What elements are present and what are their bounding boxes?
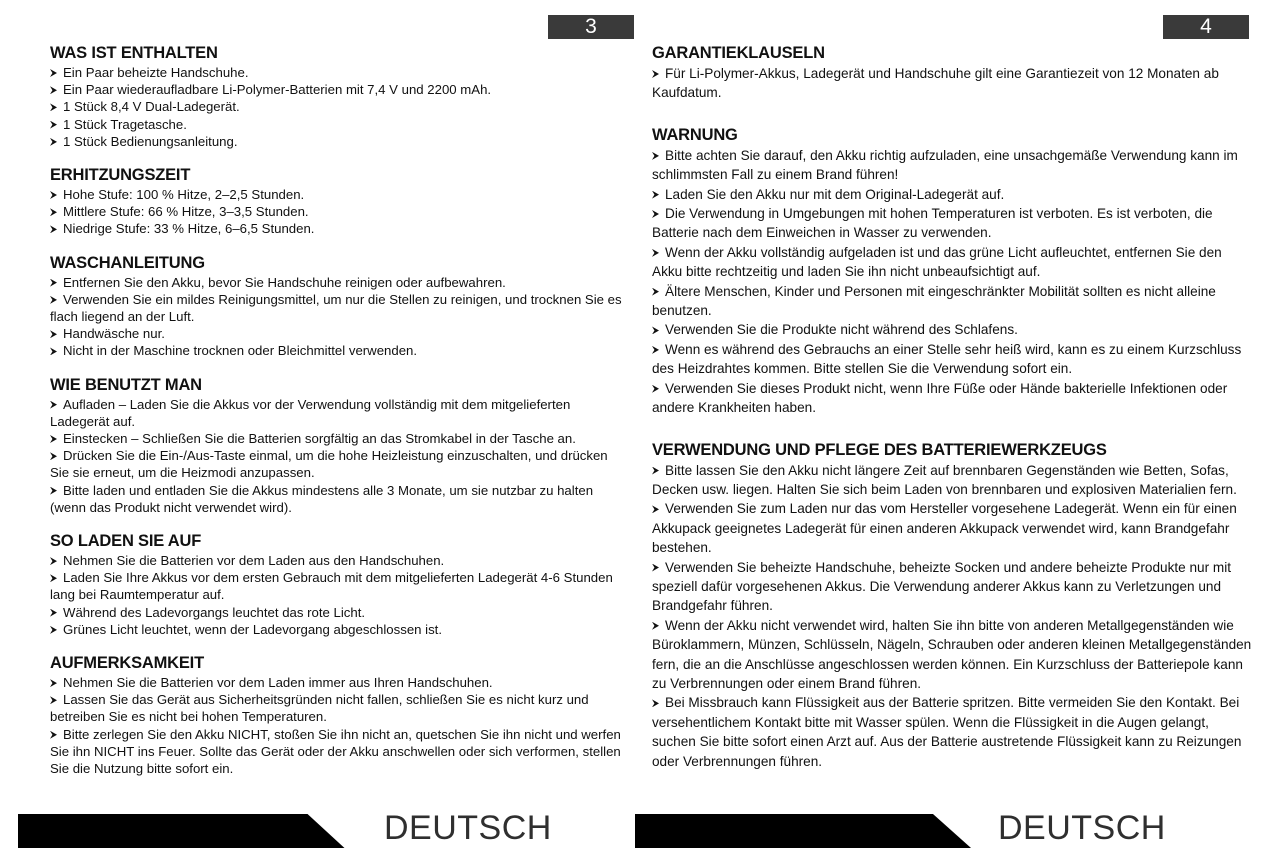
list-item — [50, 342, 628, 359]
item-text: Hohe Stufe: 100 % Hitze, 2–2,5 Stunden. — [63, 187, 305, 203]
list-item — [50, 726, 628, 778]
item-text: Bitte achten Sie darauf, den Akku richtig aufzuladen, eine unsachgemäße Verwendung kann im schlimmsten Fall zu einem Brand führen! — [652, 147, 1238, 183]
list-item — [652, 146, 1252, 185]
page-number: 3 — [548, 15, 634, 39]
list-item — [50, 552, 628, 569]
list-item — [50, 116, 628, 133]
item-text: 1 Stück Tragetasche. — [63, 116, 187, 132]
list-item — [652, 204, 1252, 243]
list-item — [50, 133, 628, 150]
section-heating-time — [50, 164, 628, 238]
item-text: Ein Paar wiederaufladbare Li-Polymer-Batterien mit 7,4 V und 2200 mAh. — [63, 82, 492, 98]
list-item — [652, 243, 1252, 282]
item-text: Verwenden Sie dieses Produkt nicht, wenn Ihre Füße oder Hände bakterielle Infektionen oder andere Krankheiten haben. — [652, 380, 1228, 416]
bullet-arrow-icon — [50, 86, 57, 94]
item-text: Entfernen Sie den Akku, bevor Sie Handschuhe reinigen oder aufbewahren. — [63, 274, 506, 290]
bullet-arrow-icon — [50, 679, 57, 687]
section-title: WASCHANLEITUNG — [50, 253, 205, 272]
list-item — [50, 274, 628, 291]
list-item — [50, 291, 628, 325]
section-title: WAS IST ENTHALTEN — [50, 44, 218, 62]
bullet-arrow-icon — [652, 249, 659, 257]
item-text: Niedrige Stufe: 33 % Hitze, 6–6,5 Stunden. — [63, 221, 315, 237]
item-text: Einstecken – Schließen Sie die Batterien sorgfältig an das Stromkabel in der Tasche an. — [63, 431, 576, 447]
list-item — [50, 186, 628, 203]
item-text: Aufladen – Laden Sie die Akkus vor der Verwendung vollständig mit dem mitgelieferten Ladegerät auf. — [50, 396, 571, 429]
bullet-arrow-icon — [652, 622, 659, 630]
item-text: Laden Sie Ihre Akkus vor dem ersten Gebrauch mit dem mitgelieferten Ladegerät 4-6 Stunden lang bei Raumtemperatur auf. — [50, 570, 613, 603]
item-text: Lassen Sie das Gerät aus Sicherheitsgründen nicht fallen, schließen Sie es nicht kurz und betreiben Sie es nicht bei hohen Temperaturen. — [50, 692, 589, 725]
list-item — [50, 482, 628, 516]
bullet-list — [50, 274, 628, 360]
bullet-arrow-icon — [50, 103, 57, 111]
list-item — [652, 340, 1252, 379]
item-text: Verwenden Sie ein mildes Reinigungsmittel, um nur die Stellen zu reinigen, und trocknen Sie es flach liegend an der Luft. — [50, 291, 622, 325]
item-text: Ältere Menschen, Kinder und Personen mit eingeschränkter Mobilität sollten es nicht alleine benutzen. — [652, 283, 1216, 319]
list-item — [652, 320, 1252, 339]
bullet-arrow-icon — [50, 121, 57, 129]
section-title: AUFMERKSAMKEIT — [50, 654, 204, 673]
list-item — [50, 81, 628, 98]
item-text: Für Li-Polymer-Akkus, Ladegerät und Handschuhe gilt eine Garantiezeit von 12 Monaten ab Kaufdatum. — [652, 66, 1219, 101]
list-item — [652, 461, 1252, 500]
item-text: Verwenden Sie die Produkte nicht während des Schlafens. — [665, 322, 1018, 338]
section-washing — [50, 252, 628, 360]
footer-language-label: DEUTSCH — [384, 809, 552, 847]
item-text: Grünes Licht leuchtet, wenn der Ladevorgang abgeschlossen ist. — [63, 621, 443, 637]
bullet-list — [652, 461, 1252, 772]
bullet-list — [652, 146, 1252, 418]
bullet-arrow-icon — [50, 609, 57, 617]
list-item — [652, 558, 1252, 616]
bullet-arrow-icon — [50, 208, 57, 216]
section-title: GARANTIEKLAUSELN — [652, 44, 825, 62]
bullet-arrow-icon — [652, 288, 659, 296]
list-item — [652, 499, 1252, 557]
item-text: 1 Stück Bedienungsanleitung. — [63, 133, 238, 149]
left-page-content — [50, 42, 628, 777]
section-title: WARNUNG — [652, 125, 738, 144]
list-item — [652, 282, 1252, 321]
bullet-arrow-icon — [652, 326, 659, 334]
bullet-arrow-icon — [652, 346, 659, 354]
item-text: Nehmen Sie die Batterien vor dem Laden aus den Handschuhen. — [63, 553, 445, 569]
item-text: Nehmen Sie die Batterien vor dem Laden immer aus Ihren Handschuhen. — [63, 675, 493, 691]
bullet-list — [50, 64, 628, 150]
bullet-arrow-icon — [50, 191, 57, 199]
item-text: Bitte lassen Sie den Akku nicht längere Zeit auf brennbaren Gegenständen wie Betten, Sofas, Decken usw. liegen. Halten Sie sich beim Laden von brennbaren und explosiven Materialien fern. — [652, 462, 1237, 497]
right-page — [635, 0, 1269, 862]
list-item — [652, 64, 1252, 103]
bullet-arrow-icon — [50, 435, 57, 443]
bullet-arrow-icon — [50, 401, 57, 409]
bullet-arrow-icon — [50, 696, 57, 704]
section-title: ERHITZUNGSZEIT — [50, 166, 191, 185]
bullet-arrow-icon — [50, 279, 57, 287]
right-page-content — [652, 42, 1252, 771]
section-warranty — [652, 42, 1252, 103]
section-title: WIE BENUTZT MAN — [50, 375, 202, 394]
section-title: SO LADEN SIE AUF — [50, 532, 202, 551]
list-item — [50, 396, 628, 430]
bullet-list — [50, 674, 628, 777]
list-item — [50, 64, 628, 81]
bullet-arrow-icon — [50, 487, 57, 495]
item-text: Bitte laden und entladen Sie die Akkus mindestens alle 3 Monate, um sie nutzbar zu halten (wenn das Produkt nicht verwendet wird). — [50, 482, 594, 515]
footer-bar — [635, 814, 1269, 848]
list-item — [50, 569, 628, 603]
bullet-arrow-icon — [50, 347, 57, 355]
bullet-arrow-icon — [50, 731, 57, 739]
bullet-arrow-icon — [652, 70, 659, 78]
list-item — [50, 447, 628, 481]
bullet-arrow-icon — [652, 152, 659, 160]
list-item — [50, 604, 628, 621]
bullet-arrow-icon — [50, 138, 57, 146]
item-text: Mittlere Stufe: 66 % Hitze, 3–3,5 Stunden. — [63, 204, 309, 220]
bullet-arrow-icon — [652, 191, 659, 199]
list-item — [50, 220, 628, 237]
item-text: Verwenden Sie beheizte Handschuhe, beheizte Socken und andere beheizte Produkte nur mit speziell dafür vorgesehenen Akkus. Die Verwendung anderer Akkus kann zu Verletzungen und Brandgefahr führen. — [652, 559, 1232, 614]
item-text: Drücken Sie die Ein-/Aus-Taste einmal, um die hohe Heizleistung einzuschalten, und drücken Sie sie erneut, um die Heizmodi anzupassen. — [50, 448, 608, 481]
section-how-to-use — [50, 374, 628, 516]
bullet-arrow-icon — [50, 330, 57, 338]
item-text: 1 Stück 8,4 V Dual-Ladegerät. — [63, 99, 240, 115]
bullet-arrow-icon — [50, 69, 57, 77]
list-item — [50, 98, 628, 115]
bullet-arrow-icon — [50, 452, 57, 460]
bullet-arrow-icon — [50, 626, 57, 634]
bullet-arrow-icon — [50, 225, 57, 233]
bullet-arrow-icon — [652, 385, 659, 393]
list-item — [50, 621, 628, 638]
section-title: VERWENDUNG UND PFLEGE DES BATTERIEWERKZEUGS — [652, 440, 1107, 459]
item-text: Verwenden Sie zum Laden nur das vom Hersteller vorgesehene Ladegerät. Wenn ein für einen Akkupack geeignetes Ladegerät für einen anderen Akkupack verwendet wird, kann Brandgefahr bestehen. — [652, 501, 1237, 556]
section-contents — [50, 42, 628, 150]
list-item — [50, 691, 628, 725]
item-text: Wenn der Akku nicht verwendet wird, halten Sie ihn bitte von anderen Metallgegenständen wie Büroklammern, Münzen, Schlüsseln, Nägeln, Schrauben oder anderen kleinen Metallgegenständen fern, die an die Anschlüsse angeschlossen werden können. Ein Kurzschluss der Batteriepole kann zu Verbrennungen oder einem Brand führen. — [652, 617, 1252, 691]
bullet-arrow-icon — [50, 574, 57, 582]
item-text: Handwäsche nur. — [63, 326, 165, 342]
item-text: Während des Ladevorgangs leuchtet das rote Licht. — [63, 604, 366, 620]
list-item — [652, 379, 1252, 418]
bullet-arrow-icon — [50, 296, 57, 304]
page-number: 4 — [1163, 15, 1249, 39]
section-attention — [50, 652, 628, 777]
bullet-arrow-icon — [652, 210, 659, 218]
bullet-arrow-icon — [652, 699, 659, 707]
bullet-arrow-icon — [652, 505, 659, 513]
item-text: Ein Paar beheizte Handschuhe. — [63, 65, 249, 80]
left-page — [0, 0, 634, 862]
list-item — [50, 325, 628, 342]
bullet-arrow-icon — [652, 564, 659, 572]
bullet-arrow-icon — [652, 467, 659, 475]
bullet-list — [50, 396, 628, 516]
item-text: Bitte zerlegen Sie den Akku NICHT, stoßen Sie ihn nicht an, quetschen Sie ihn nicht und werfen Sie ihn NICHT ins Feuer. Sollte das Gerät oder der Akku anschwellen oder sich verformen, stellen Sie die Nutzung bitte sofort ein. — [50, 726, 621, 777]
item-text: Laden Sie den Akku nur mit dem Original-Ladegerät auf. — [665, 186, 1005, 202]
list-item — [50, 430, 628, 447]
item-text: Nicht in der Maschine trocknen oder Bleichmittel verwenden. — [63, 343, 418, 359]
item-text: Die Verwendung in Umgebungen mit hohen Temperaturen ist verboten. Es ist verboten, die Batterie nach dem Einweichen in Wasser zu verwenden. — [652, 206, 1213, 241]
bullet-arrow-icon — [50, 557, 57, 565]
item-text: Bei Missbrauch kann Flüssigkeit aus der Batterie spritzen. Bitte vermeiden Sie den Kontakt. Bei versehentlichem Kontakt bitte mit Wasser spülen. Wenn die Flüssigkeit in die Augen gelangt, suchen Sie bitte sofort einen Arzt auf. Aus der Batterie austretende Flüssigkeit kann zu Reizungen oder Verbrennungen führen. — [652, 695, 1242, 769]
section-warning — [652, 124, 1252, 418]
list-item — [652, 693, 1252, 771]
item-text: Wenn es während des Gebrauchs an einer Stelle sehr heiß wird, kann es zu einem Kurzschluss des Heizdrahtes kommen. Bitte stellen Sie die Verwendung sofort ein. — [652, 341, 1242, 377]
list-item — [50, 203, 628, 220]
list-item — [652, 616, 1252, 694]
list-item — [652, 185, 1252, 204]
bullet-list — [50, 552, 628, 638]
list-item — [50, 674, 628, 691]
section-charging — [50, 530, 628, 638]
bullet-list — [652, 64, 1252, 103]
footer-language-label: DEUTSCH — [998, 809, 1166, 847]
item-text: Wenn der Akku vollständig aufgeladen ist und das grüne Licht aufleuchtet, entfernen Sie den Akku bitte rechtzeitig und laden Sie ihn nicht unbeaufsichtigt auf. — [652, 244, 1222, 280]
section-battery-care — [652, 439, 1252, 772]
bullet-list — [50, 186, 628, 238]
